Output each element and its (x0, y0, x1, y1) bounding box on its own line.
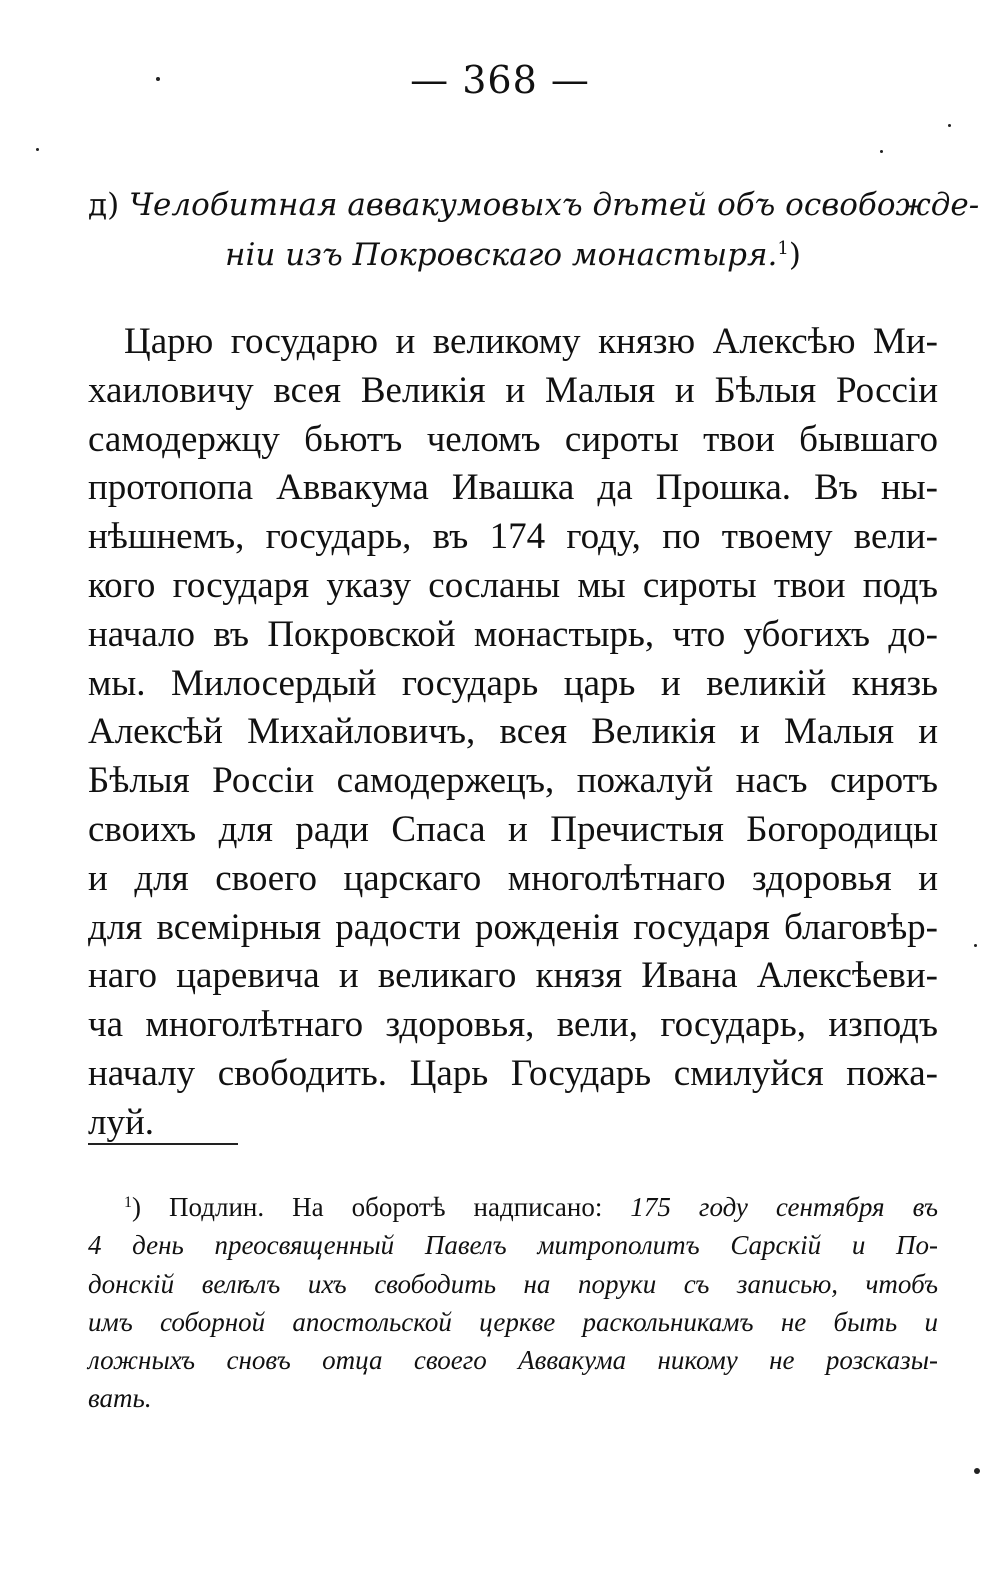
heading-footnote-close: ) (788, 237, 801, 273)
heading-title-part-1: Челобитная аввакумовыхъ дѣтей объ освобожде- (129, 187, 980, 223)
body-line: наго царевича и великаго князя Ивана Алексѣеви- (88, 955, 938, 997)
footnote-marker: 1 (124, 1194, 132, 1211)
scan-speck (974, 1468, 980, 1474)
footnote-lead: Подлин. На оборотѣ надписано: (169, 1192, 603, 1222)
body-line: и для своего царскаго многолѣтнаго здоровья и (88, 857, 938, 899)
body-line: самодержцу бьютъ челомъ сироты твои бывшаго (88, 418, 938, 460)
body-line: Бѣлыя Россiи самодержецъ, пожалуй насъ сиротъ (88, 760, 938, 802)
petition-text (88, 318, 938, 1148)
body-line: своихъ для ради Спаса и Пречистыя Богородицы (88, 808, 938, 850)
heading-title-part-2: нiи изъ Покровскаго монастыря. (225, 237, 778, 273)
body-line: протопопа Аввакума Ивашка да Прошка. Въ ны- (88, 467, 938, 509)
scan-speck (880, 150, 883, 153)
footnote-divider (88, 1143, 238, 1145)
body-line: мы. Милосердый государь царь и великiй князь (88, 662, 938, 704)
scan-speck (156, 77, 160, 81)
footnote-line: донскiй велѣлъ ихъ свободить на поруки съ записью, чтобъ (88, 1268, 938, 1299)
footnote-line: вать. (88, 1383, 152, 1414)
scan-speck (948, 124, 951, 127)
footnote-marker-close: ) (132, 1192, 141, 1222)
scan-speck (36, 148, 39, 151)
body-line: началу свободить. Царь Государь смилуйся пожа- (88, 1052, 938, 1094)
heading-marker: д) (88, 187, 120, 223)
page-number: — 368 — (410, 58, 590, 102)
body-line: нѣшнемъ, государь, въ 174 году, по твоему вели- (88, 516, 938, 558)
footnote (88, 1188, 938, 1418)
body-line: Алексѣй Михайловичъ, всея Великiя и Малыя и (88, 711, 938, 753)
body-line: ча многолѣтнаго здоровья, вели, государь, изподъ (88, 1004, 938, 1046)
footnote-line: 4 день преосвященный Павелъ митрополитъ Сарскiй и По- (88, 1230, 938, 1261)
body-line: начало въ Покровской монастырь, что убогихъ до- (88, 613, 938, 655)
footnote-line (88, 1188, 938, 1226)
body-line: луй. (88, 1101, 155, 1143)
body-line: хаиловичу всея Великiя и Малыя и Бѣлыя Россiи (88, 369, 938, 411)
footnote-quote: 175 году сентября въ (630, 1192, 938, 1222)
section-heading (88, 180, 980, 280)
body-line: для всемiрныя радости рожденiя государя благовѣр- (88, 906, 938, 948)
body-line: Царю государю и великому князю Алексѣю Ми- (124, 321, 938, 362)
heading-line-2 (88, 230, 938, 280)
heading-footnote-ref: 1 (777, 238, 789, 259)
footnote-line: ложныхъ сновъ отца своего Аввакума никому не розсказы- (88, 1345, 938, 1376)
body-line: кого государя указу сосланы мы сироты твои подъ (88, 564, 938, 606)
footnote-line: имъ соборной апостольской церкве раскольникамъ не быть и (88, 1306, 938, 1337)
heading-line-1 (88, 180, 980, 230)
scan-speck (974, 944, 977, 947)
